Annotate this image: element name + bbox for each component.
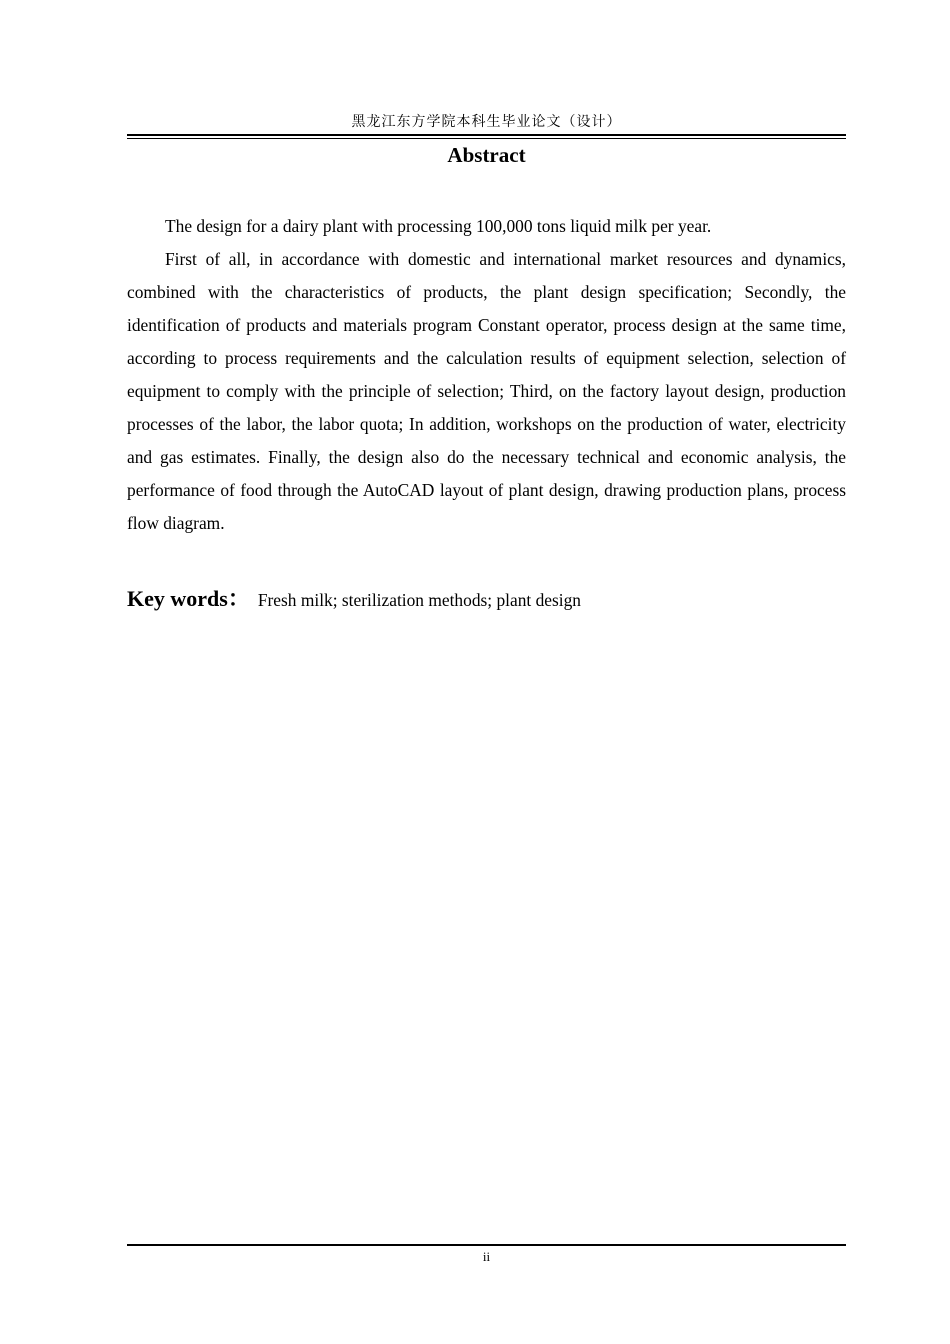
page-number: ii (482, 1249, 491, 1264)
keywords-line (127, 583, 846, 618)
abstract-body (127, 210, 846, 540)
header-rule-thin (127, 138, 846, 139)
header-rule-thick (127, 134, 846, 136)
keywords-label: Key words (127, 586, 228, 611)
abstract-title: Abstract (447, 143, 526, 167)
abstract-paragraph-1: The design for a dairy plant with processing 100,000 tons liquid milk per year. (165, 216, 712, 236)
page-header-title: 黑龙江东方学院本科生毕业论文（设计） (351, 114, 622, 130)
keywords-value: Fresh milk; sterilization methods; plant design (257, 590, 581, 610)
abstract-paragraph-2: First of all, in accordance with domestic and international market resources and dynamics, combined with the characteristics of products, the plant design specification; Secondly, the identification of products and materials program Constant operator, process design at the same time, according to process requirements and the calculation results of equipment selection, selection of equipment to comply with the principle of selection; Third, on the factory layout design, production processes of the labor, the labor quota; In addition, workshops on the production of water, electricity and gas estimates. Finally, the design also do the necessary technical and economic analysis, the performance of food through the AutoCAD layout of plant design, drawing production plans, process flow diagram. (127, 249, 846, 533)
footer-rule (127, 1244, 846, 1246)
keywords-separator: ： (227, 587, 250, 612)
